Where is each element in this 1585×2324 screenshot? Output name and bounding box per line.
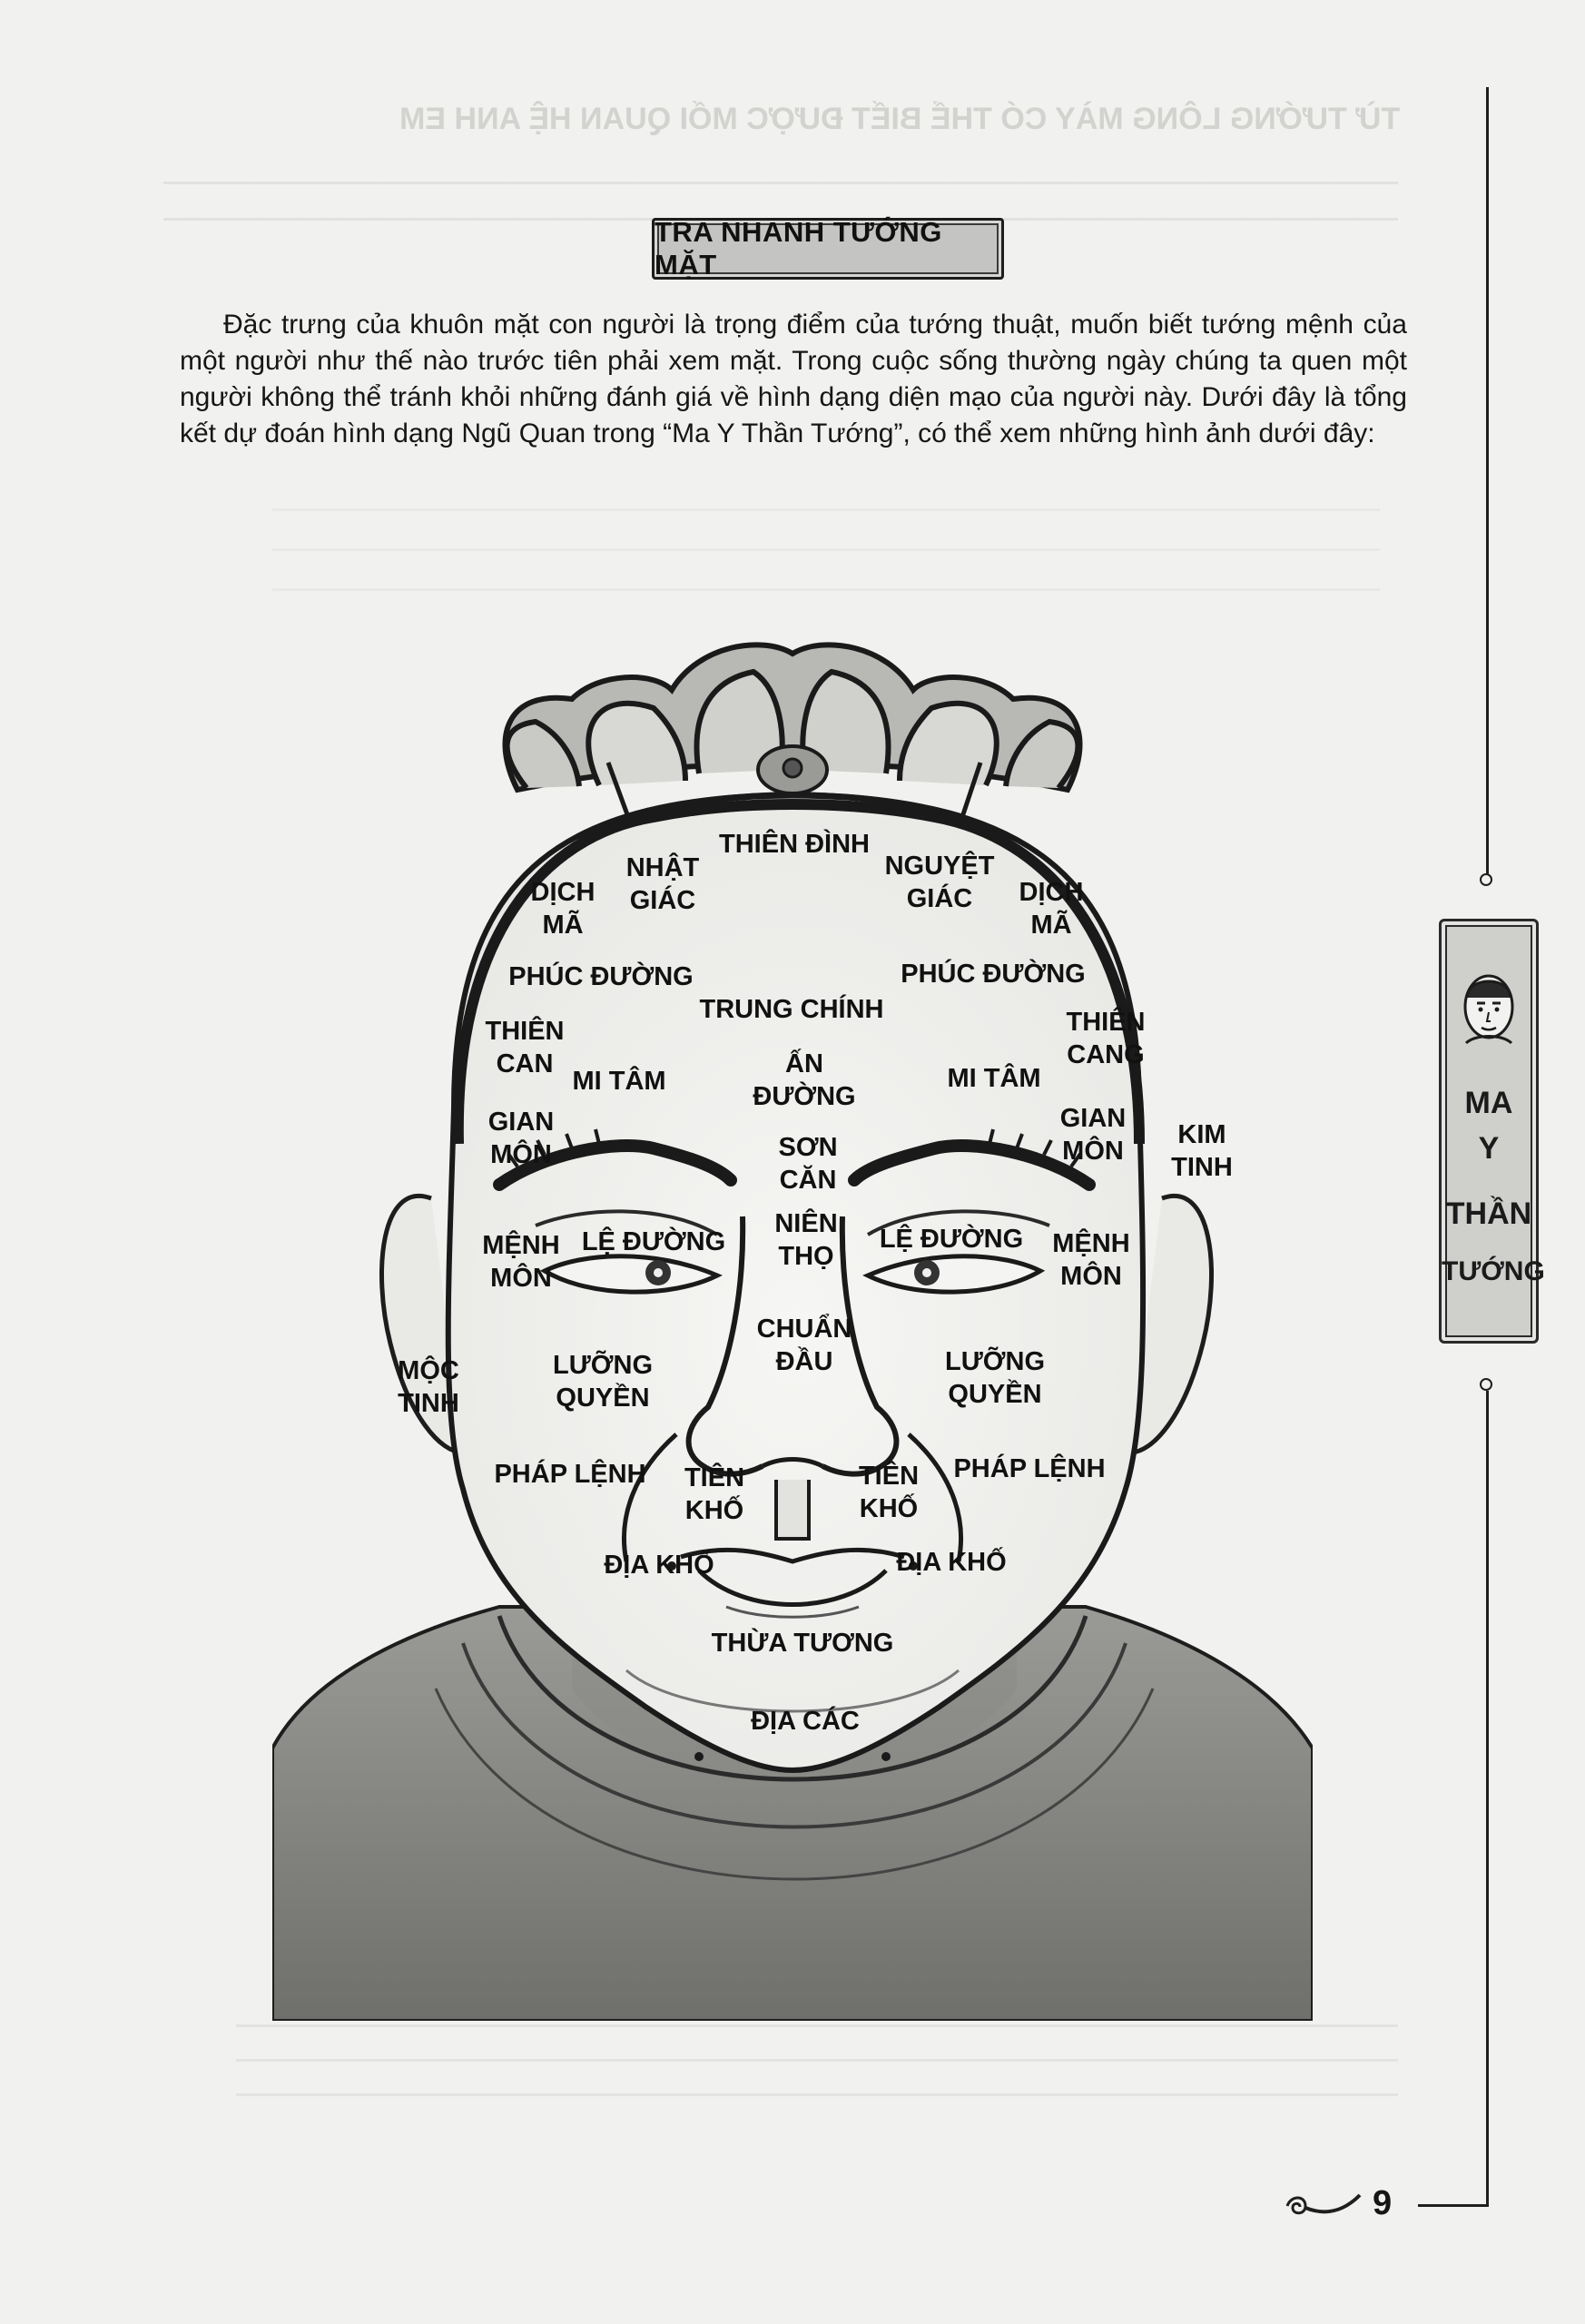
label-gian-mon-left: GIAN MÔN bbox=[487, 1108, 555, 1169]
label-thien-can-left: THIÊN CAN bbox=[485, 1017, 565, 1078]
label-tien-kho-right: TIÊN KHỐ bbox=[858, 1462, 920, 1523]
label-son-can: SƠN CĂN bbox=[778, 1133, 838, 1195]
side-rule-top bbox=[1486, 87, 1489, 877]
label-dia-kho-right: ĐỊA KHỐ bbox=[896, 1548, 1007, 1577]
side-tab-title-line1: MA bbox=[1464, 1086, 1513, 1120]
label-phuc-duong-left: PHÚC ĐƯỜNG bbox=[508, 962, 694, 991]
side-tab-title-line3: THẦN bbox=[1445, 1196, 1532, 1231]
label-mi-tam-left: MI TÂM bbox=[572, 1067, 666, 1096]
portrait-icon bbox=[1457, 961, 1521, 1049]
label-le-duong-right: LỆ ĐƯỜNG bbox=[879, 1225, 1024, 1254]
bleed-through-block bbox=[236, 2024, 1398, 2124]
label-phap-lenh-left: PHÁP LỆNH bbox=[494, 1460, 646, 1489]
label-trung-chinh: TRUNG CHÍNH bbox=[699, 995, 884, 1024]
chapter-side-tab bbox=[1439, 919, 1545, 1344]
section-heading: TRA NHANH TƯỚNG MẶT bbox=[655, 216, 942, 281]
label-dia-kho-left: ĐỊA KHỐ bbox=[604, 1551, 714, 1580]
label-chuan-dau: CHUẨN ĐẦU bbox=[756, 1315, 852, 1376]
label-tien-kho-left: TIÊN KHỐ bbox=[684, 1463, 745, 1525]
label-mi-tam-right: MI TÂM bbox=[947, 1064, 1041, 1093]
label-thua-tuong: THỪA TƯƠNG bbox=[711, 1629, 894, 1658]
label-kim-tinh: KIM TINH bbox=[1171, 1120, 1233, 1182]
label-gian-mon-right: GIAN MÔN bbox=[1059, 1104, 1127, 1166]
bleed-through-heading: TỪ TƯỚNG LÔNG MÀY CÓ THỂ BIẾT ĐƯỢC MỐI QUAN HỆ ANH EM bbox=[399, 102, 1401, 136]
label-phuc-duong-right: PHÚC ĐƯỜNG bbox=[901, 960, 1086, 989]
side-rule-dot bbox=[1480, 1378, 1492, 1391]
label-le-duong-left: LỆ ĐƯỜNG bbox=[581, 1227, 726, 1256]
side-tab-title-line4: TƯỚNG bbox=[1442, 1256, 1545, 1286]
side-rule-dot bbox=[1480, 873, 1492, 886]
label-nien-tho: NIÊN THỌ bbox=[774, 1209, 838, 1271]
page-number-rule bbox=[1418, 2204, 1489, 2207]
label-luong-quyen-right: LƯỠNG QUYỀN bbox=[944, 1347, 1046, 1409]
side-tab-title-line2: Y bbox=[1478, 1131, 1500, 1166]
page-number: 9 bbox=[1373, 2184, 1393, 2222]
label-nhat-giac: NHẬT GIÁC bbox=[625, 853, 700, 915]
label-dia-cac: ĐỊA CÁC bbox=[751, 1707, 860, 1736]
label-moc-tinh: MỘC TINH bbox=[398, 1356, 459, 1418]
label-dich-ma-left: DỊCH MÃ bbox=[530, 878, 596, 940]
swirl-ornament-icon bbox=[1282, 2188, 1363, 2224]
label-menh-mon-right: MỆNH MÔN bbox=[1052, 1229, 1130, 1291]
face-diagram bbox=[272, 635, 1313, 2021]
label-luong-quyen-left: LƯỠNG QUYỀN bbox=[552, 1351, 654, 1413]
label-phap-lenh-right: PHÁP LỆNH bbox=[953, 1454, 1106, 1483]
intro-paragraph: Đặc trưng của khuôn mặt con người là trọng điểm của tướng thuật, muốn biết tướng mệnh của một người như thế nào trước tiên phải xem mặt. Trong cuộc sống thường ngày chúng ta quen một người không thể tránh khỏi những đánh giá về hình dạng diện mạo của người này. Dưới đây là tổng kết dự đoán hình dạng Ngũ Quan trong “Ma Y Thần Tướng”, có thể xem những hình ảnh dưới đây: bbox=[180, 310, 1407, 448]
bleed-through-block bbox=[272, 508, 1380, 617]
label-nguyet-giac: NGUYỆT GIÁC bbox=[884, 852, 995, 913]
side-rule-bottom bbox=[1486, 1391, 1489, 2206]
label-menh-mon-left: MỆNH MÔN bbox=[482, 1231, 560, 1293]
label-thien-cang-right: THIÊN CANG bbox=[1066, 1008, 1146, 1069]
section-heading-badge bbox=[652, 218, 1004, 280]
label-an-duong: ẤN ĐƯỜNG bbox=[753, 1049, 856, 1111]
label-thien-dinh: THIÊN ĐÌNH bbox=[719, 830, 870, 859]
label-dich-ma-right: DỊCH MÃ bbox=[1019, 878, 1084, 940]
